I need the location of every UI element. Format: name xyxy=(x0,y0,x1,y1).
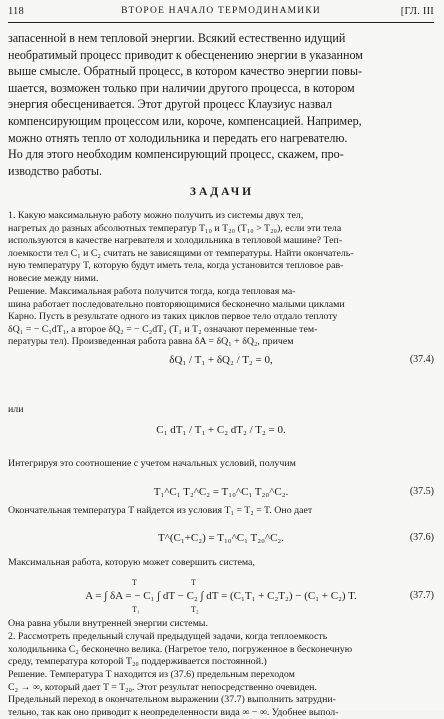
text-line: холодильника C₂ бесконечно велика. (Нагретое тело, погруженное в бесконечную xyxy=(8,643,353,655)
text-line: Предельный переход в окончательном выражении (37.7) выполнить затрудни- xyxy=(8,694,336,706)
text-line: Решение. Температура T находится из (37.6) предельным переходом xyxy=(8,669,295,680)
equation-formula: A = ∫ δA = − C₁ ∫ dT − C₂ ∫ dT = (C₁T₁ + C₂T₂) − (C₁ + C₂) T. xyxy=(85,590,357,602)
equation-formula: T₁^C₁ T₂^C₂ = T₁₀^C₁ T₂₀^C₂. xyxy=(153,486,289,498)
text-line: 1. Какую максимальную работу можно получить из системы двух тел, xyxy=(8,210,304,221)
equation-number: (37.4) xyxy=(409,354,434,365)
equation-37-5 xyxy=(8,486,434,504)
equation-number: (37.6) xyxy=(409,532,434,543)
text-line: шина работает последовательно повторяющимися бесконечно малыми циклами xyxy=(8,298,345,310)
equation-37-4 xyxy=(8,354,434,374)
chapter-label: [ГЛ. III xyxy=(400,6,434,17)
text-line: используются в качестве нагревателя и холодильника в тепловой машине? Теп- xyxy=(8,235,343,247)
text-line: тельно, так как оно приводит к неопределенности вида ∞ − ∞. Удобнее выпол- xyxy=(8,706,339,718)
text-line: пературы тел). Произведенная работа равна δA = δQ₁ + δQ₂, причем xyxy=(8,336,294,348)
equation-formula: T^(C₁+C₂) = T₁₀^C₁ T₂₀^C₂. xyxy=(157,532,284,544)
after-equation-text: Она равна убыли внутренней энергии системы. xyxy=(8,618,208,629)
text-line: C₂ → ∞, который дает T = T₂₀. Этот результат непосредственно очевиден. xyxy=(8,681,317,693)
equation-unnumbered xyxy=(8,424,434,444)
equation-37-6 xyxy=(8,532,434,550)
text-line: среду, температура которой T₂₀ поддерживается постоянной.) xyxy=(8,656,267,668)
or-word: или xyxy=(8,404,24,415)
final-temperature-text: Окончательная температура T найдется из условия T₁ = T₂ = T. Оно дает xyxy=(8,505,313,516)
text-line: новесие между ними. xyxy=(8,272,99,284)
text-line: Но для этого необходим компенсирующий процесс, скажем, про- xyxy=(8,147,344,162)
text-line: необратимый процесс приводит к обесценению энергии в указанном xyxy=(8,47,363,62)
text-line: лоемкости тел C₁ и C₂ считать не зависящими от температуры. Найти окончатель- xyxy=(8,247,354,259)
text-line: можно отнять тепло от холодильника и передать его нагревателю. xyxy=(8,130,348,145)
problem-2 xyxy=(8,631,434,669)
text-line: компенсирующим процессом или, короче, компенсацией. Например, xyxy=(8,113,362,128)
equation-number: (37.5) xyxy=(409,486,434,497)
integral-lower-limit: T₁ xyxy=(132,605,140,614)
equation-formula: δQ₁ / T₁ + δQ₂ / T₂ = 0, xyxy=(169,354,273,366)
text-line: изводство работы. xyxy=(8,163,102,178)
equation-37-7 xyxy=(8,578,434,614)
solution-2 xyxy=(8,669,434,719)
text-line: выше смысле. Обратный процесс, в котором качество энергии повы- xyxy=(8,64,363,79)
integral-lower-limit: T₂ xyxy=(191,605,199,614)
text-line: шается, возможен только при наличии другого процесса, в котором xyxy=(8,80,355,95)
running-header xyxy=(8,6,434,20)
text-line: δQ₁ = − C₁dT₁, а второе δQ₂ = − C₂dT₂ (T₁ и T₂ означают переменные тем- xyxy=(8,323,318,335)
max-work-text: Максимальная работа, которую может совершить система, xyxy=(8,557,255,568)
text-line: нагретых до разных абсолютных температур T₁₀ и T₂₀ (T₁₀ > T₂₀), если эти тела xyxy=(8,222,342,234)
integral-upper-limit: T xyxy=(191,578,196,587)
running-title: ВТОРОЕ НАЧАЛО ТЕРМОДИНАМИКИ xyxy=(121,6,321,16)
problem-1 xyxy=(8,210,434,286)
text-line: 2. Рассмотреть предельный случай предыдущей задачи, когда теплоемкость xyxy=(8,631,328,642)
equation-formula: C₁ dT₁ / T₁ + C₂ dT₂ / T₂ = 0. xyxy=(156,424,286,436)
integral-upper-limit: T xyxy=(132,578,137,587)
section-heading: ЗАДАЧИ xyxy=(189,186,255,198)
intro-paragraph xyxy=(8,30,434,179)
text-line: Карно. Пусть в результате одного из таких циклов первое тело отдало теплоту xyxy=(8,311,338,323)
integrate-text: Интегрируя это соотношение с учетом начальных условий, получим xyxy=(8,458,296,469)
page-number: 118 xyxy=(8,6,24,17)
text-line: энергия обесценивается. Этот другой процесс Клаузиус назвал xyxy=(8,97,332,112)
equation-number: (37.7) xyxy=(409,590,434,601)
text-line: ную температуру T, которую будут иметь тела, когда установится тепловое рав- xyxy=(8,260,344,272)
solution-1 xyxy=(8,286,434,349)
text-line: Решение. Максимальная работа получится тогда, когда тепловая ма- xyxy=(8,286,296,297)
header-rule xyxy=(8,22,434,23)
text-line: запасенной в нем тепловой энергии. Всякий естественно идущий xyxy=(8,31,346,45)
